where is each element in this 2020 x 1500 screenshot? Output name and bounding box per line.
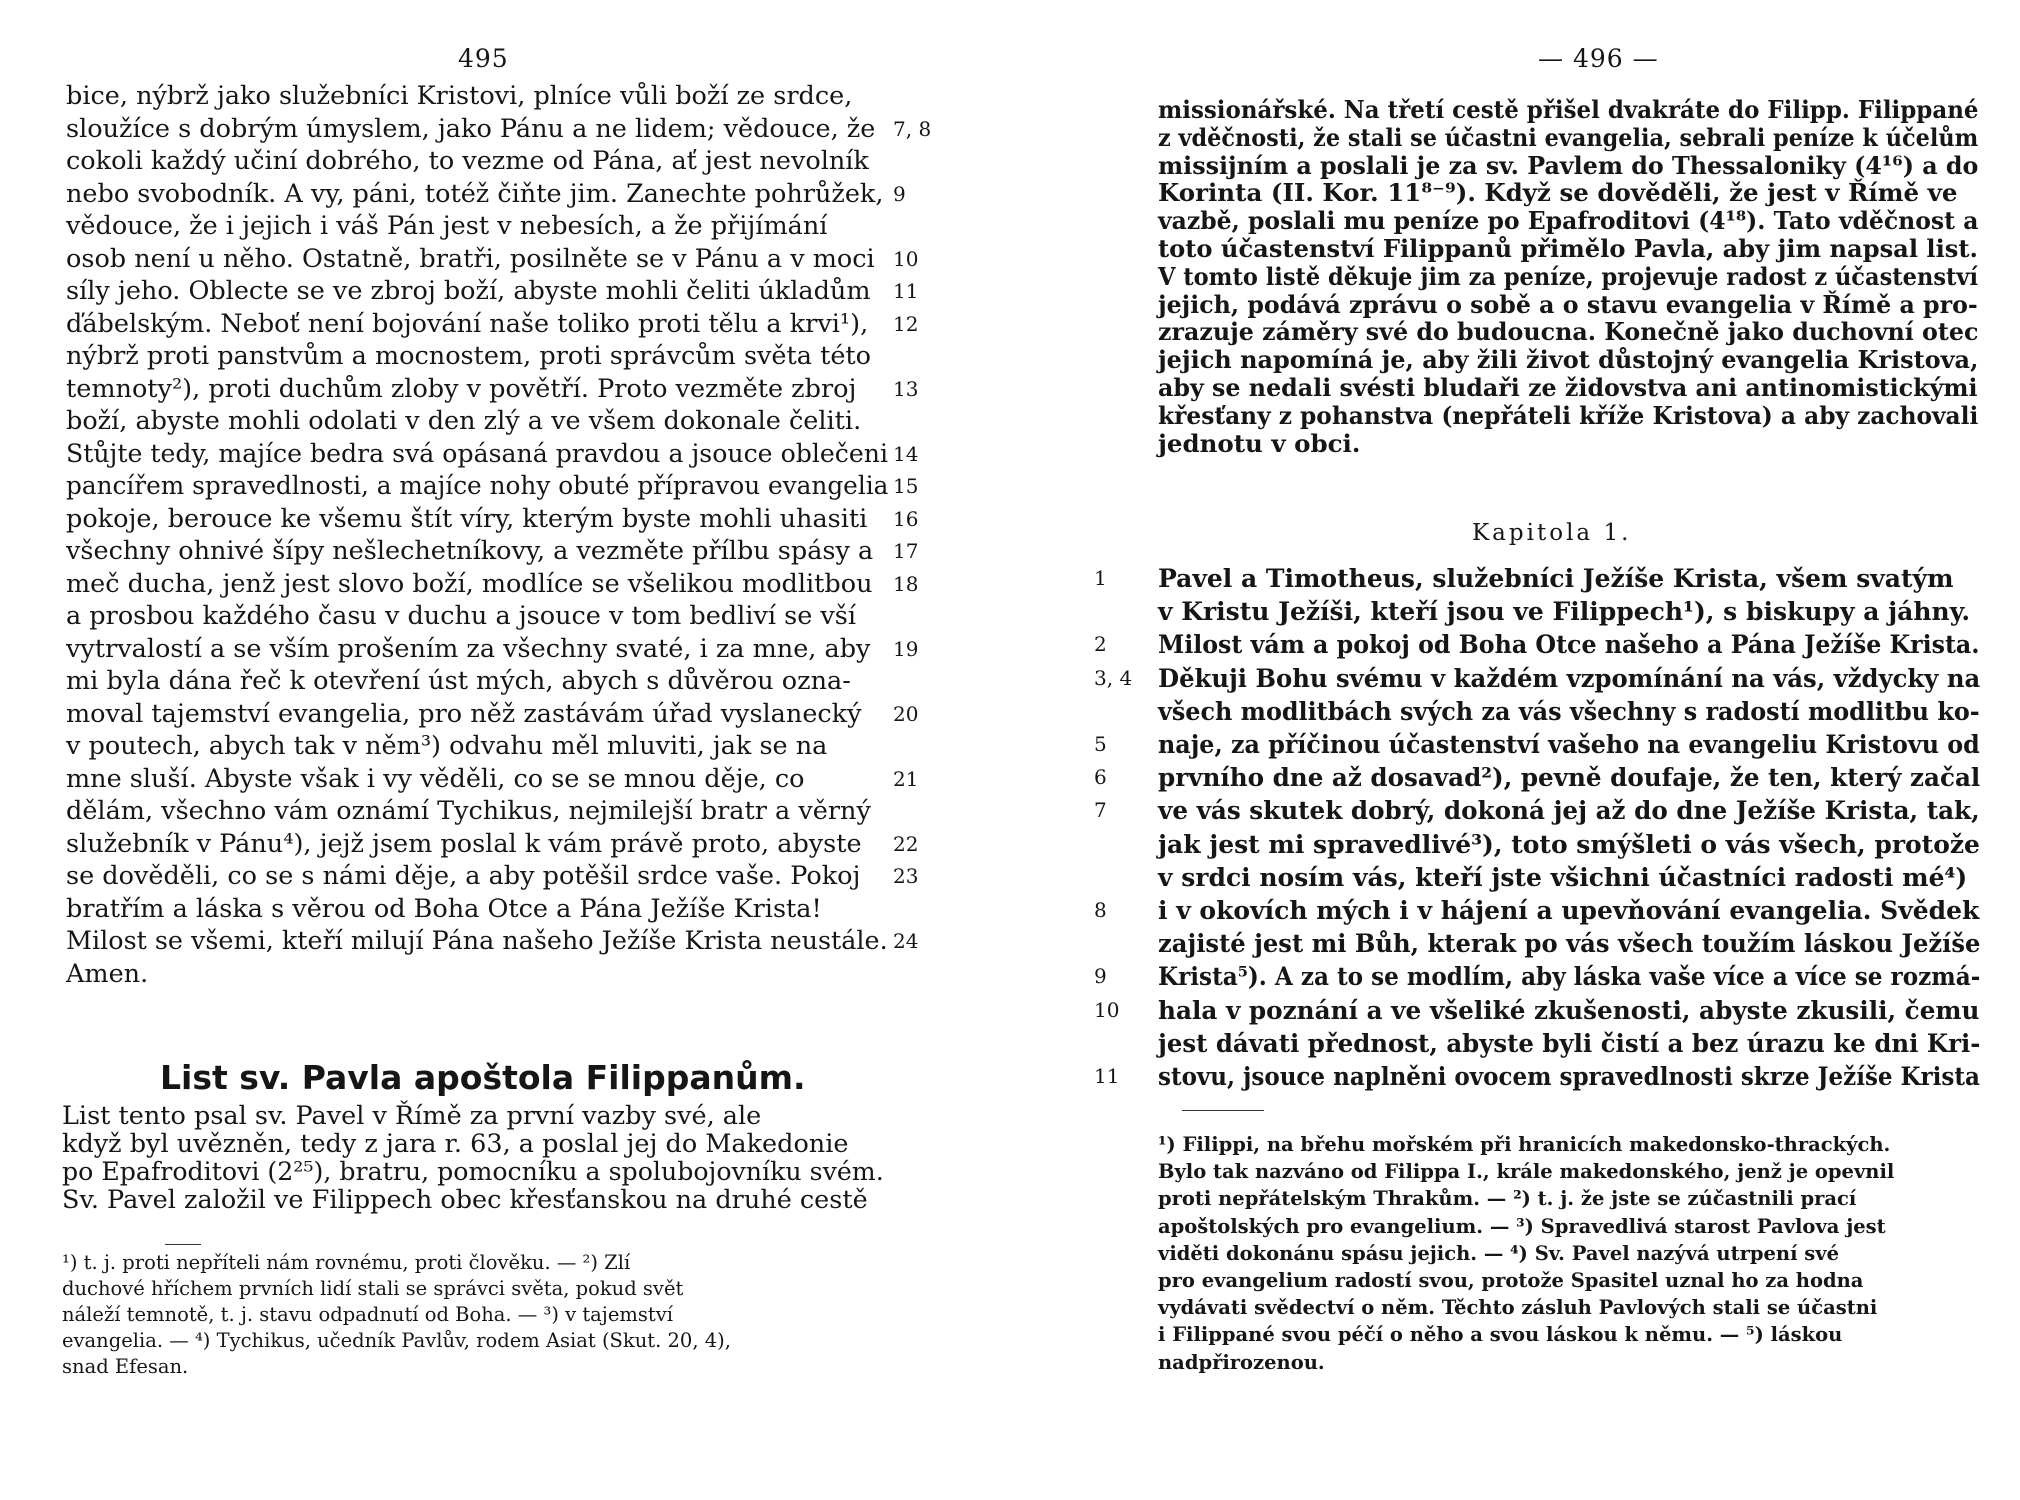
verse-number: 5 xyxy=(1094,732,1107,756)
footnote-line: snad Efesan. xyxy=(62,1355,189,1378)
intro-line: aby se nedali svésti bludaři ze židovstva ani antinomistickými xyxy=(1158,373,1978,402)
text-line: mi byla dána řeč k otevření úst mých, abych s důvěrou ozna- xyxy=(66,666,851,696)
text-line: jak jest mi spravedlivé³), toto smýšleti o vás všech, protože xyxy=(1158,829,1980,859)
intro-line: missionářské. Na třetí cestě přišel dvakráte do Filipp. Filippané xyxy=(1158,95,1979,124)
text-line: i v okovích mých i v hájení a upevňování evangelia. Svědek xyxy=(1158,896,1980,925)
text-line: mne sluší. Abyste však i vy věděli, co se se mnou děje, co xyxy=(66,763,805,794)
text-line: osob není u něho. Ostatně, bratři, posilněte se v Pánu a v moci xyxy=(66,243,875,274)
text-line: temnoty²), proti duchům zloby v povětří. Proto vezměte zbroj xyxy=(66,373,857,404)
verse-number: 9 xyxy=(1094,964,1107,989)
verse-number: 16 xyxy=(893,506,919,531)
text-line: Milost vám a pokoj od Boha Otce našeho a Pána Ježíše Krista. xyxy=(1158,630,1980,660)
intro-line: jednotu v obci. xyxy=(1158,428,1361,458)
text-line: stovu, jsouce naplněni ovocem spravedlnosti skrze Ježíše Krista xyxy=(1158,1062,1980,1091)
text-line: Pavel a Timotheus, služebníci Ježíše Krista, všem svatým xyxy=(1158,564,1954,593)
verse-number: 1 xyxy=(1094,566,1107,590)
intro-line: missijním a poslali je za sv. Pavlem do Thessaloniky (4¹⁶) a do xyxy=(1158,150,1979,180)
text-line: ďábelským. Neboť není bojování naše toliko proti tělu a krvi¹), xyxy=(66,308,869,339)
text-line: Stůjte tedy, majíce bedra svá opásaná pravdou a jsouce oblečeni xyxy=(66,438,889,469)
footnote-line: duchové hříchem prvních lidí stali se správci světa, pokud svět xyxy=(62,1277,684,1300)
verse-number: 6 xyxy=(1094,765,1107,790)
text-line: cokoli každý učiní dobrého, to vezme od Pána, ať jest nevolník xyxy=(66,146,869,176)
text-line: se dověděli, co se s námi děje, a aby potěšil srdce vaše. Pokoj xyxy=(66,861,861,891)
text-line: všechny ohnivé šípy nešlechetníkovy, a vezměte přílbu spásy a xyxy=(66,536,874,566)
text-line: Amen. xyxy=(66,958,149,989)
text-line: jest dávati přednost, abyste byli čistí a bez úrazu ke dni Kri- xyxy=(1158,1028,1981,1058)
text-line: pancířem spravedlnosti, a majíce nohy obuté přípravou evangelia xyxy=(66,471,889,501)
intro-line: po Epafroditovi (2²⁵), bratru, pomocníku a spolubojovníku svém. xyxy=(62,1157,884,1187)
verse-number: 7 xyxy=(1094,798,1107,823)
text-line: v srdci nosím vás, kteří jste všichni účastníci radosti mé⁴) xyxy=(1158,862,1968,892)
text-line: sloužíce s dobrým úmyslem, jako Pánu a ne lidem; vědouce, že xyxy=(66,113,876,144)
verse-number: 11 xyxy=(893,279,919,303)
footnote-line: proti nepřátelským Thrakům. — ²) t. j. že jste se zúčastnili prací xyxy=(1158,1187,1857,1211)
verse-number: 2 xyxy=(1094,632,1107,657)
verse-number: 10 xyxy=(893,246,919,271)
verse-number: 17 xyxy=(893,539,919,563)
text-line: a prosbou každého času v duchu a jsouce v tom bedliví se vší xyxy=(66,601,857,631)
footnote-separator xyxy=(1182,1110,1264,1111)
text-line: nýbrž proti panstvům a mocnostem, proti správcům světa této xyxy=(66,341,872,371)
text-line: síly jeho. Oblecte se ve zbroj boží, abyste mohli čeliti úkladům xyxy=(66,276,871,306)
intro-line: toto účastenství Filippanů přimělo Pavla, aby jim napsal list. xyxy=(1158,234,1978,263)
intro-line: křesťany z pohanstva (nepřáteli kříže Kristova) a aby zachovali xyxy=(1158,400,1979,430)
intro-line: Sv. Pavel založil ve Filippech obec křesťanskou na druhé cestě xyxy=(62,1185,868,1215)
text-line: Milost se všemi, kteří milují Pána našeho Ježíše Krista neustále. xyxy=(66,926,888,956)
text-line: hala v poznání a ve všeliké zkušenosti, abyste zkusili, čemu xyxy=(1158,995,1980,1025)
verse-number: 18 xyxy=(893,571,919,596)
footnote-separator xyxy=(165,1244,201,1245)
footnote-line: i Filippané svou péčí o něho a svou láskou k němu. — ⁵) láskou xyxy=(1158,1323,1843,1347)
text-line: moval tajemství evangelia, pro něž zastávám úřad vyslanecký xyxy=(66,698,862,729)
verse-number: 3, 4 xyxy=(1094,665,1133,690)
intro-line: Korinta (II. Kor. 11⁸⁻⁹). Když se dověděli, že jest v Římě ve xyxy=(1158,178,1958,208)
text-line: boží, abyste mohli odolati v den zlý a ve všem dokonale čeliti. xyxy=(66,406,862,436)
text-line: bratřím a láska s věrou od Boha Otce a Pána Ježíše Krista! xyxy=(66,893,822,924)
text-line: prvního dne až dosavad²), pevně doufaje, že ten, který začal xyxy=(1158,763,1981,793)
verse-number: 20 xyxy=(893,701,919,726)
verse-number: 21 xyxy=(893,766,919,791)
verse-number: 23 xyxy=(893,864,919,888)
verse-number: 24 xyxy=(893,929,919,953)
page-number: — 496 — xyxy=(1538,44,1659,73)
text-line: ve vás skutek dobrý, dokoná jej až do dne Ježíše Krista, tak, xyxy=(1158,796,1980,826)
footnote-line: pro evangelium radostí svou, protože Spasitel uznal ho za hodna xyxy=(1158,1269,1864,1292)
verse-number: 12 xyxy=(893,311,919,336)
verse-number: 13 xyxy=(893,376,919,401)
verse-number: 22 xyxy=(893,831,919,856)
text-line: pokoje, berouce ke všemu štít víry, kterým byste mohli uhasiti xyxy=(66,503,868,534)
text-line: služebník v Pánu⁴), jejž jsem poslal k vám právě proto, abyste xyxy=(66,828,862,859)
verse-number: 19 xyxy=(893,636,919,661)
intro-line: vazbě, poslali mu peníze po Epafroditovi (4¹⁸). Tato vděčnost a xyxy=(1158,206,1979,236)
text-line: naje, za příčinou účastenství vašeho na evangeliu Kristovu od xyxy=(1158,730,1980,759)
footnote-line: nadpřirozenou. xyxy=(1158,1350,1325,1374)
verse-number: 15 xyxy=(893,474,919,498)
intro-line: když byl uvězněn, tedy z jara r. 63, a poslal jej do Makedonie xyxy=(62,1129,849,1159)
footnote-line: apoštolských pro evangelium. — ³) Spravedlivá starost Pavlova jest xyxy=(1158,1214,1886,1238)
text-line: Krista⁵). A za to se modlím, aby láska vaše více a více se rozmá- xyxy=(1158,962,1981,992)
intro-line: jejich, podává zprávu o sobě a o stavu evangelia v Římě a pro- xyxy=(1158,289,1978,319)
footnote-line: ¹) t. j. proti nepříteli nám rovnému, proti člověku. — ²) Zlí xyxy=(62,1251,631,1274)
intro-line: jejich napomíná je, aby žili život důstojný evangelia Kristova, xyxy=(1158,345,1979,375)
verse-number: 10 xyxy=(1094,997,1120,1022)
chapter-heading: Kapitola 1. xyxy=(1472,520,1632,546)
footnote-line: vydávati svědectví o něm. Těchto zásluh Pavlových stali se účastni xyxy=(1158,1296,1878,1320)
text-line: v Kristu Ježíši, kteří jsou ve Filippech¹), s biskupy a jáhny. xyxy=(1158,597,1971,627)
verse-number: 11 xyxy=(1094,1064,1120,1088)
epistle-title: List sv. Pavla apoštola Filippanům. xyxy=(160,1058,806,1097)
text-line: všech modlitbách svých za vás všechny s radostí modlitbu ko- xyxy=(1158,696,1980,726)
text-line: vědouce, že i jejich i váš Pán jest v nebesích, a že přijímání xyxy=(66,211,828,241)
text-line: zajisté jest mi Bůh, kterak po vás všech toužím láskou Ježíše xyxy=(1158,929,1981,959)
text-line: dělám, všechno vám oznámí Tychikus, nejmilejší bratr a věrný xyxy=(66,796,871,826)
text-line: nebo svobodník. A vy, páni, totéž čiňte jim. Zanechte pohrůžek, xyxy=(66,178,884,209)
footnote-line: evangelia. — ⁴) Tychikus, učedník Pavlův, rodem Asiat (Skut. 20, 4), xyxy=(62,1329,731,1352)
text-line: vytrvalostí a se vším prošením za všechny svaté, i za mne, aby xyxy=(66,633,871,664)
verse-number: 14 xyxy=(893,441,919,466)
intro-line: List tento psal sv. Pavel v Římě za první vazby své, ale xyxy=(62,1101,762,1131)
verse-number: 8 xyxy=(1094,898,1107,922)
footnote-line: Bylo tak nazváno od Filippa I., krále makedonského, jenž je opevnil xyxy=(1158,1160,1895,1184)
text-line: bice, nýbrž jako služebníci Kristovi, plníce vůli boží ze srdce, xyxy=(66,81,853,111)
intro-line: V tomto listě děkuje jim za peníze, projevuje radost z účastenství xyxy=(1158,261,1978,291)
text-line: v poutech, abych tak v něm³) odvahu měl mluviti, jak se na xyxy=(66,731,828,761)
intro-line: zrazuje záměry své do budoucna. Konečně jako duchovní otec xyxy=(1158,317,1979,347)
verse-number: 9 xyxy=(893,181,906,206)
footnote-line: náleží temnotě, t. j. stavu odpadnutí od Boha. — ³) v tajemství xyxy=(62,1303,673,1326)
text-line: meč ducha, jenž jest slovo boží, modlíce se všelikou modlitbou xyxy=(66,568,873,599)
footnote-line: ¹) Filippi, na břehu mořském při hranicích makedonsko-thrackých. xyxy=(1158,1133,1891,1156)
text-line: Děkuji Bohu svému v každém vzpomínání na vás, vždycky na xyxy=(1158,663,1981,693)
page-number: 495 xyxy=(458,44,509,73)
verse-number: 7, 8 xyxy=(893,116,932,141)
footnote-line: viděti dokonánu spásu jejich. — ⁴) Sv. Pavel nazývá utrpení své xyxy=(1158,1241,1839,1265)
right-page xyxy=(1010,0,2020,1500)
intro-line: z vděčnosti, že stali se účastni evangelia, sebrali peníze k účelům xyxy=(1158,122,1979,152)
